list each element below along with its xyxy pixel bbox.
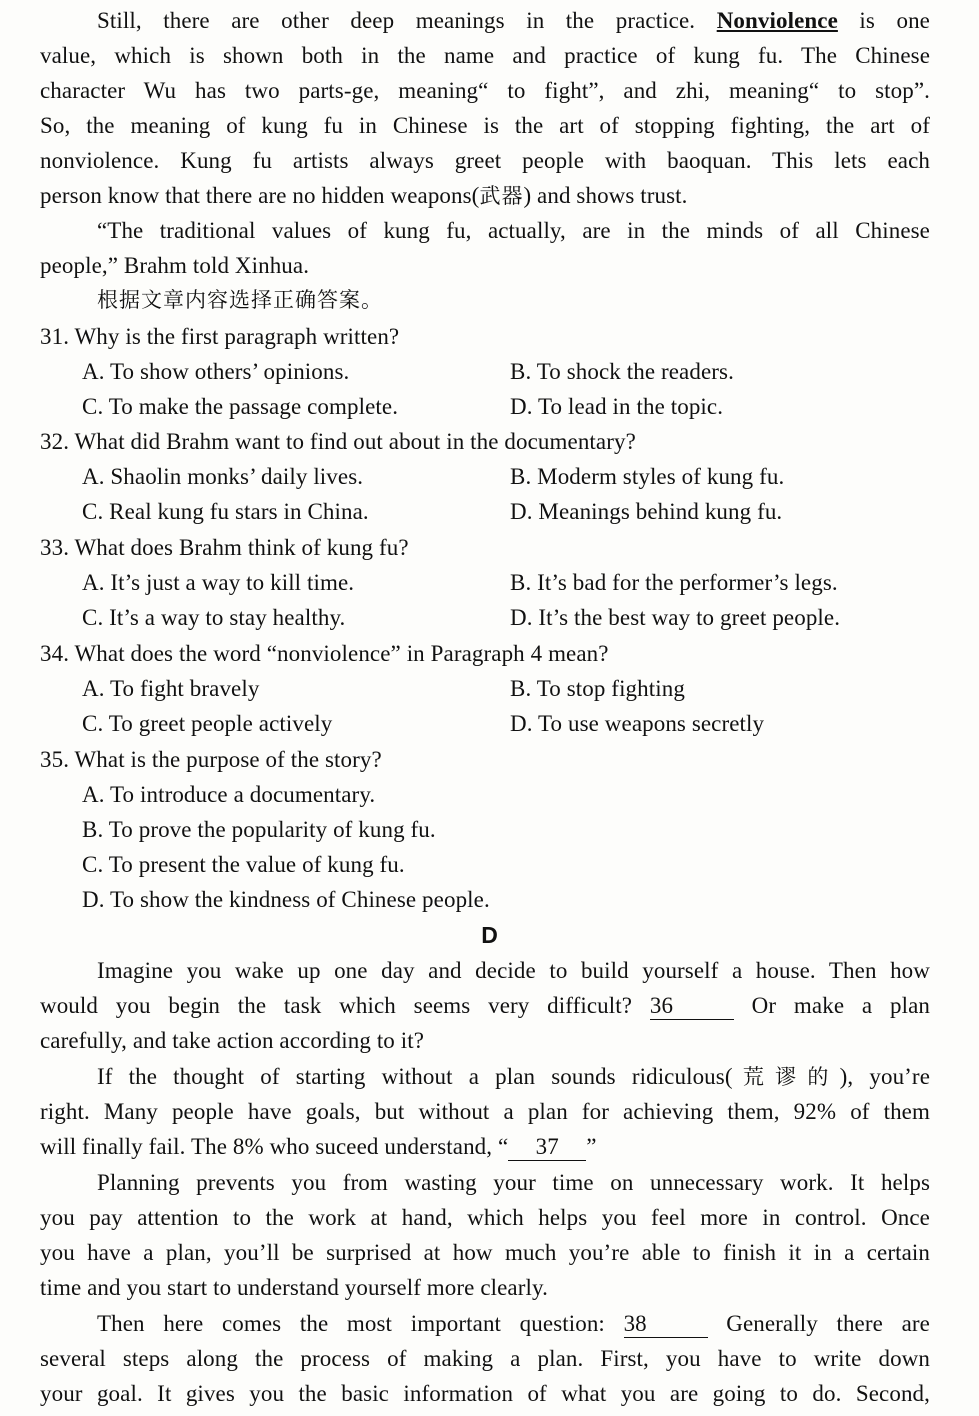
option-c: C. To greet people actively	[82, 711, 333, 736]
passage-d-line: Planning prevents you from wasting your time on unnecessary work. It helps	[97, 1170, 930, 1195]
option-b: B. To prove the popularity of kung fu.	[82, 817, 436, 842]
passage-d-line: you pay attention to the work at hand, which helps you feel more in control. Once	[40, 1205, 930, 1230]
option-c: C. To make the passage complete.	[82, 394, 399, 419]
passage-d-line	[97, 1306, 930, 1341]
question-stem: 35. What is the purpose of the story?	[40, 747, 382, 772]
passage-c-line: value, which is shown both in the name and practice of kung fu. The Chinese	[40, 43, 930, 68]
option-c: C. To present the value of kung fu.	[82, 852, 405, 877]
question-stem: 33. What does Brahm think of kung fu?	[40, 535, 409, 560]
question-stem: 34. What does the word “nonviolence” in Paragraph 4 mean?	[40, 641, 609, 666]
passage-d-line: right. Many people have goals, but without a plan for achieving them, 92% of them	[40, 1099, 930, 1124]
option-a: A. Shaolin monks’ daily lives.	[82, 464, 364, 489]
text: Then here comes the most important question:	[97, 1311, 605, 1336]
option-a: A. To fight bravely	[82, 676, 260, 701]
blank-38: 38	[624, 1311, 708, 1338]
option-a: A. It’s just a way to kill time.	[82, 570, 355, 595]
passage-c-line	[40, 178, 930, 214]
option-a: A. To show others’ opinions.	[82, 359, 350, 384]
text: ) and shows trust.	[523, 183, 688, 208]
text: Still, there are other deep meanings in the practice.	[97, 8, 696, 33]
question-stem: 32. What did Brahm want to find out about in the documentary?	[40, 429, 636, 454]
passage-d-line	[40, 988, 930, 1023]
option-d: D. To show the kindness of Chinese people.	[82, 887, 490, 912]
text: Generally there are	[726, 1311, 930, 1336]
passage-c-line	[97, 3, 930, 38]
text: Or make a plan	[751, 993, 930, 1018]
passage-d-line: you have a plan, you’ll be surprised at how much you’re able to finish it in a certain	[40, 1240, 930, 1265]
option-d: D. To lead in the topic.	[510, 394, 724, 419]
text: ”	[586, 1134, 597, 1159]
instruction-chinese: 根据文章内容选择正确答案。	[97, 288, 383, 312]
passage-c-line: So, the meaning of kung fu in Chinese is the art of stopping fighting, the art of	[40, 113, 930, 138]
text: is one	[859, 8, 930, 33]
passage-c-line: people,” Brahm told Xinhua.	[40, 253, 310, 278]
option-d: D. To use weapons secretly	[510, 711, 765, 736]
option-c: C. It’s a way to stay healthy.	[82, 605, 346, 630]
text: will finally fail. The 8% who suceed understand, “	[40, 1134, 509, 1159]
option-b: B. Moderm styles of kung fu.	[510, 464, 785, 489]
passage-d-line: your goal. It gives you the basic information of what you are going to do. Second,	[40, 1381, 930, 1406]
passage-d-line: carefully, and take action according to it?	[40, 1028, 425, 1053]
passage-d-line	[97, 1059, 930, 1095]
blank-36: 36	[650, 993, 734, 1020]
blank-37: 37	[508, 1134, 586, 1161]
text: would you begin the task which seems very difficult?	[40, 993, 633, 1018]
option-b: B. To shock the readers.	[510, 359, 734, 384]
question-stem: 31. Why is the first paragraph written?	[40, 324, 400, 349]
passage-d-heading: D	[481, 922, 498, 948]
passage-d-line: Imagine you wake up one day and decide to build yourself a house. Then how	[97, 958, 930, 983]
passage-c-line: nonviolence. Kung fu artists always greet people with baoquan. This lets each	[40, 148, 930, 173]
text: ), you’re	[839, 1064, 931, 1089]
option-a: A. To introduce a documentary.	[82, 782, 376, 807]
passage-d-line: time and you start to understand yourself more clearly.	[40, 1275, 548, 1300]
option-d: D. Meanings behind kung fu.	[510, 499, 783, 524]
passage-c-line: character Wu has two parts-ge, meaning“ to fight”, and zhi, meaning“ to stop”.	[40, 78, 930, 103]
text: If the thought of starting without a plan sounds ridiculous(	[97, 1064, 733, 1089]
chinese-gloss: 武器	[479, 184, 524, 208]
option-c: C. Real kung fu stars in China.	[82, 499, 369, 524]
chinese-gloss: 荒谬的	[732, 1065, 840, 1089]
passage-d-line	[40, 1129, 930, 1164]
option-d: D. It’s the best way to greet people.	[510, 605, 841, 630]
passage-c-line: “The traditional values of kung fu, actually, are in the minds of all Chinese	[97, 218, 930, 243]
keyword-nonviolence: Nonviolence	[716, 8, 838, 33]
option-b: B. It’s bad for the performer’s legs.	[510, 570, 838, 595]
text: person know that there are no hidden weapons(	[40, 183, 480, 208]
option-b: B. To stop fighting	[510, 676, 685, 701]
passage-d-line: several steps along the process of making a plan. First, you have to write down	[40, 1346, 930, 1371]
